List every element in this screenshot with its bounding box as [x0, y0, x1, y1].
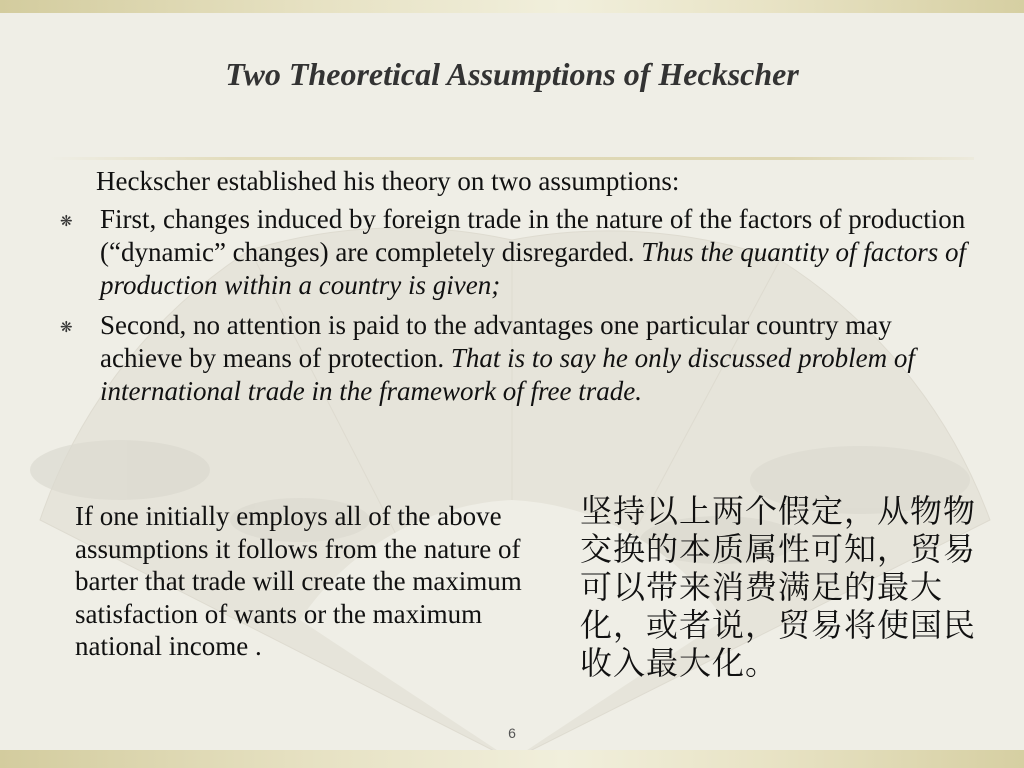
assumption-list	[60, 203, 970, 408]
assumption-emphasis: Thus the quantity of factors of production within a country is given;	[100, 237, 967, 300]
top-border-band	[0, 0, 1024, 13]
chinese-conclusion: 坚持以上两个假定，从物物交换的本质属性可知，贸易可以带来消费满足的最大化，或者说，贸易将使国民收入最大化。	[580, 492, 977, 682]
asterisk-bullet-icon: ❋	[60, 212, 73, 230]
assumption-item-first	[60, 203, 970, 302]
slide-title: Two Theoretical Assumptions of Heckscher	[225, 56, 799, 92]
bottom-border-band	[0, 750, 1024, 768]
assumption-item-second	[60, 309, 970, 408]
page-number: 6	[508, 725, 516, 741]
asterisk-bullet-icon: ❋	[60, 318, 73, 336]
assumption-text: Second, no attention is paid to the advantages one particular country may achieve by means of protection.	[100, 310, 892, 373]
assumption-text: First, changes induced by foreign trade in the nature of the factors of production (“dynamic” changes) are completely disregarded.	[100, 204, 966, 267]
intro-text: Heckscher established his theory on two assumptions:	[96, 166, 680, 196]
assumption-emphasis: That is to say he only discussed problem of international trade in the framework of free trade.	[100, 343, 915, 406]
english-conclusion: If one initially employs all of the above assumptions it follows from the nature of barter that trade will create the maximum satisfaction of wants or the maximum national income .	[75, 501, 522, 661]
title-divider	[48, 157, 974, 160]
